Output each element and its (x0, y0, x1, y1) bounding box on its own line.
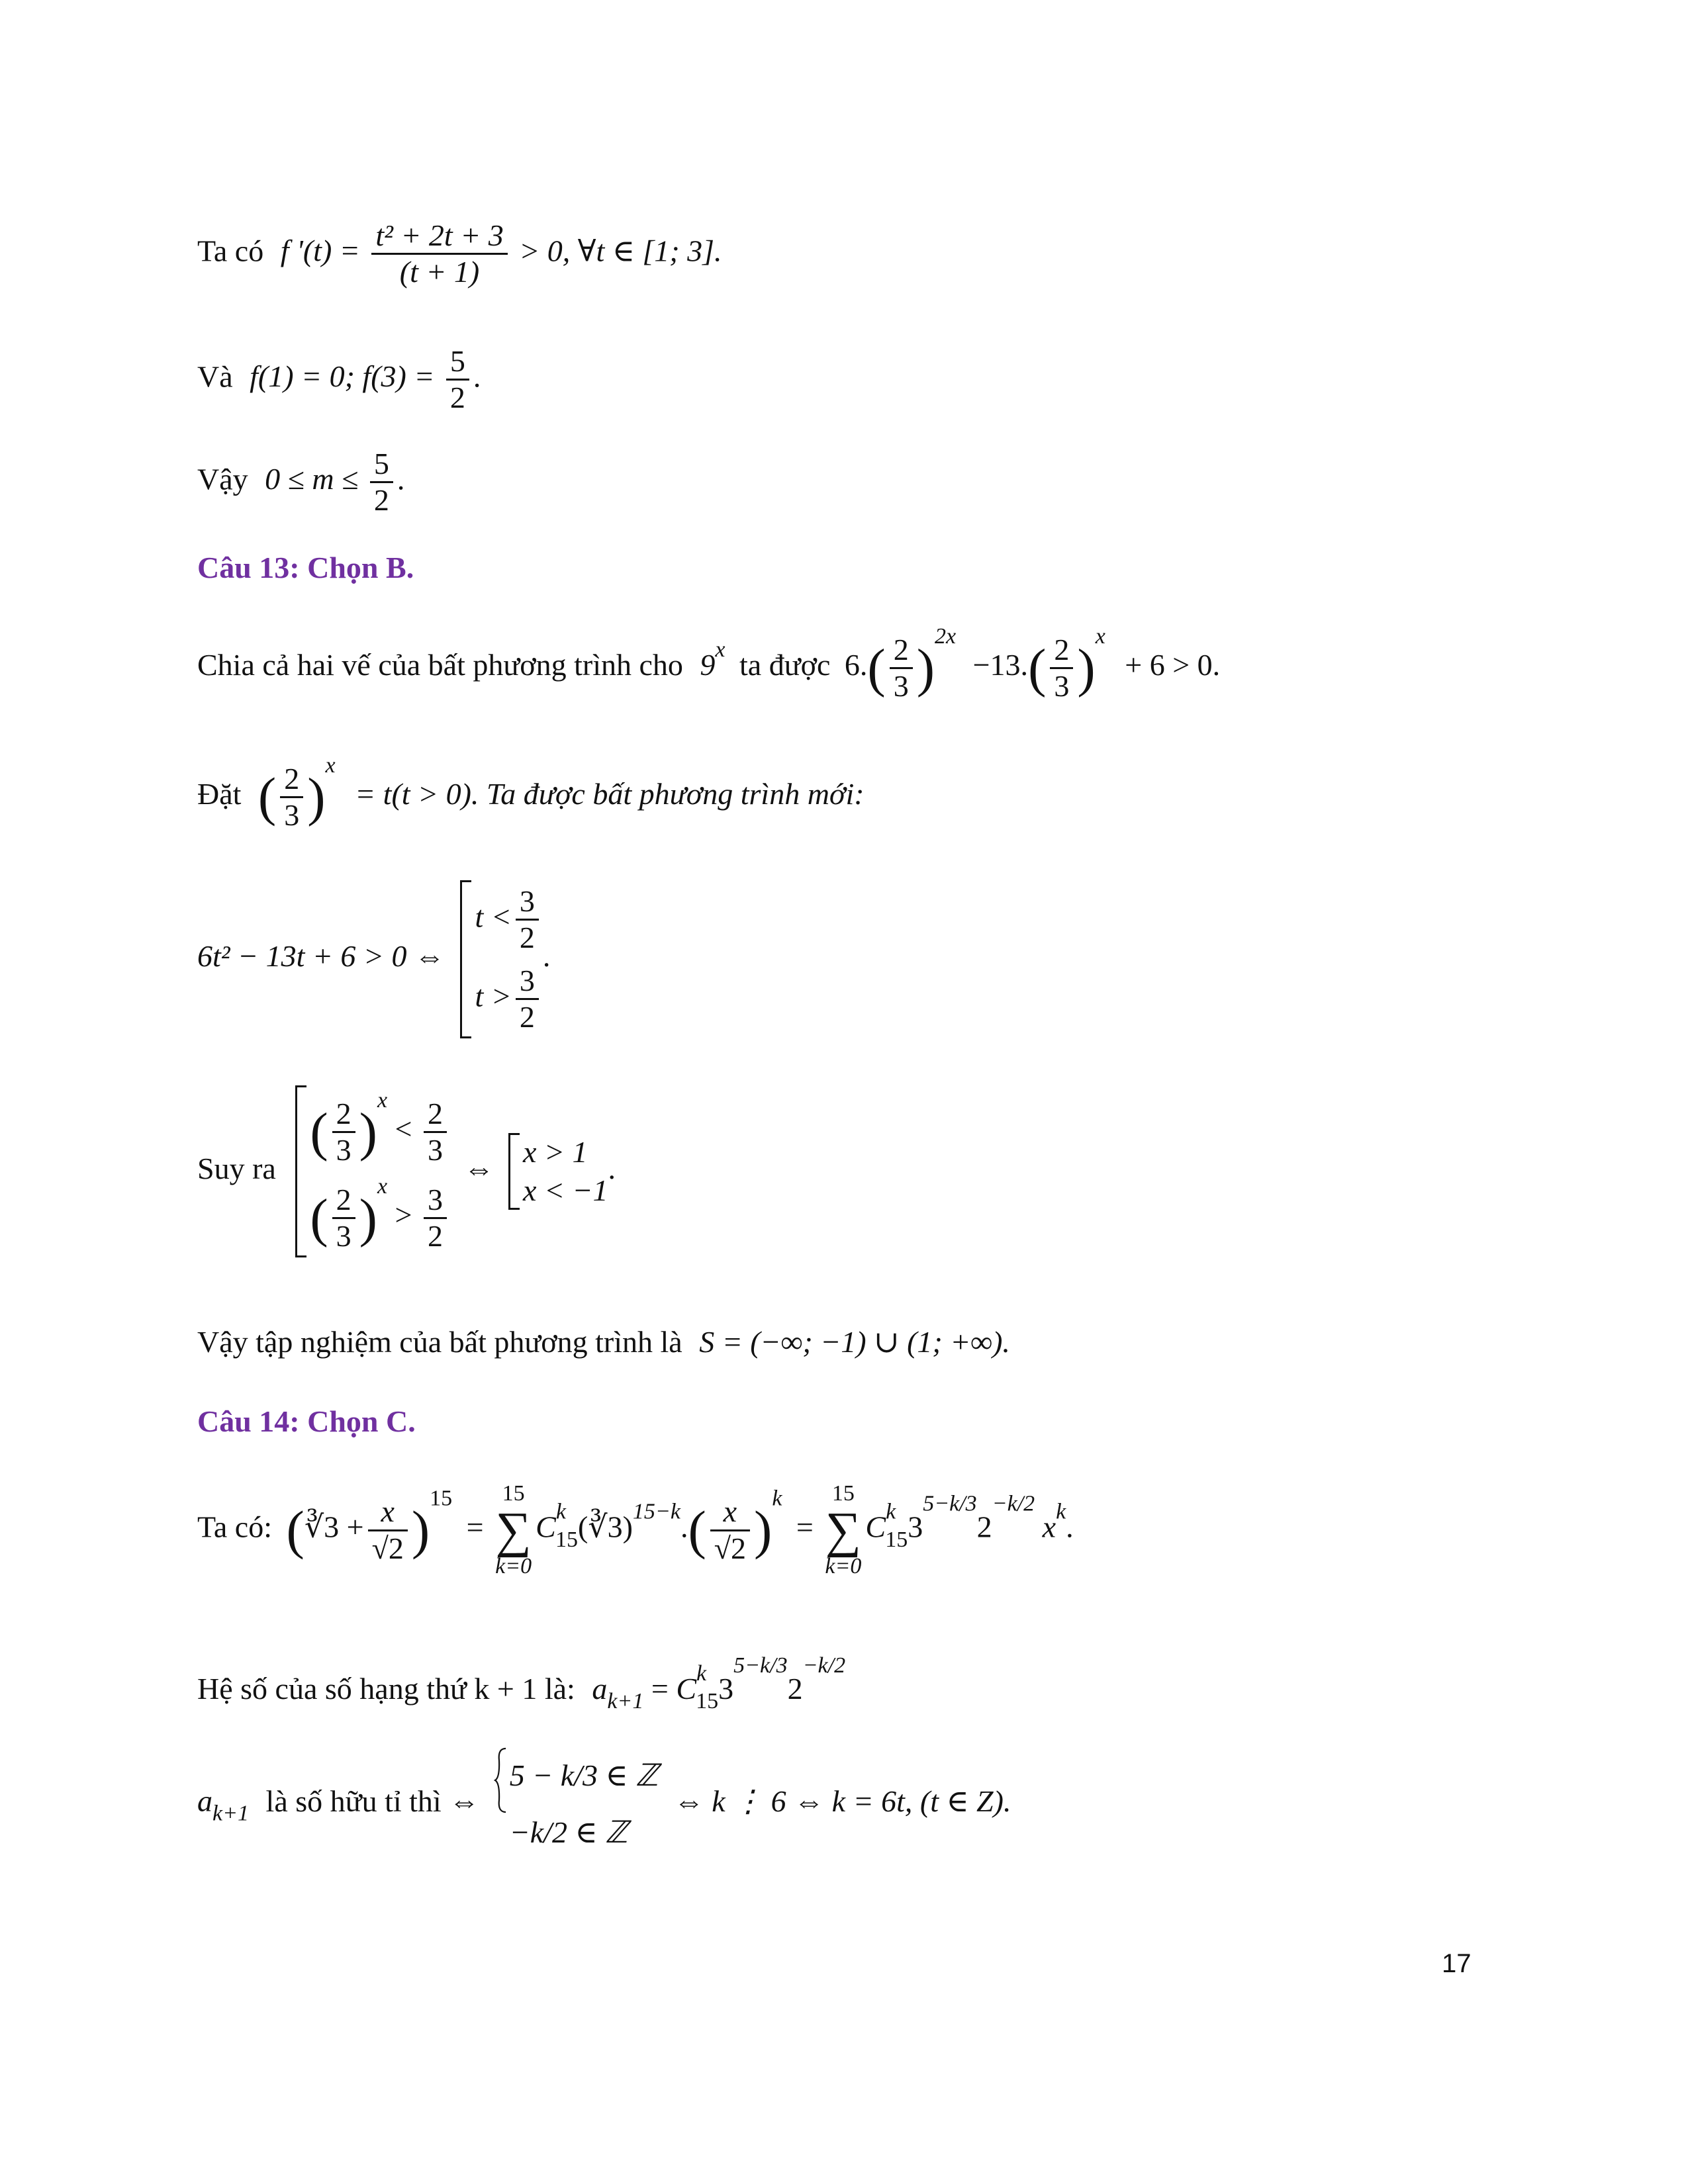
fraction-denominator: 3 (893, 668, 909, 703)
tail: . (608, 1151, 616, 1185)
text: Vậy tập nghiệm của bất phương trình là (197, 1325, 682, 1359)
paren-left: ( (258, 766, 277, 827)
math-rest: > 0, ∀t ∈ [1; 3]. (519, 234, 722, 268)
fraction-denominator: 2 (449, 381, 465, 415)
result-2: x < −1 (523, 1173, 608, 1208)
condition-1: 5 − k/3 ∈ ℤ (509, 1758, 659, 1792)
tail: . (473, 359, 481, 394)
line-conclusion (197, 447, 404, 518)
paren-right: ) (916, 637, 935, 698)
fraction-denominator: (t + 1) (399, 255, 480, 289)
fraction (1050, 633, 1073, 704)
lhs: 6t² − 13t + 6 > 0 ⇔ (197, 939, 445, 974)
math-lhs: f '(t) = (280, 234, 360, 268)
tail: . (542, 939, 551, 974)
summation: 15 ∑ k=0 (495, 1481, 532, 1578)
fraction-denominator: 3 (1054, 668, 1070, 703)
tail: . (397, 462, 405, 496)
exponent: x (325, 753, 336, 778)
case-1: t < $\frac{3}{2}$ (475, 880, 542, 960)
math-expr: f(1) = 0; f(3) = (250, 359, 435, 394)
line-binomial: Ta có: (∛3 + $\frac{x}{√2}$ )$^{15}$ = 15 ∑ k=0 $C^k_{15}(∛3)^{15-k}$.( $\frac{x}{√2}$ )$^k$ = 15 ∑ k=0 $C^k_{15}3^{5-k/3}2^{-k/2}$ $x^k$. (197, 1481, 1074, 1578)
solution-expr: S = (−∞; −1) ∪ (1; +∞). (699, 1325, 1010, 1359)
exponent-2x: 2x (935, 624, 957, 649)
line-derivative (197, 218, 722, 290)
fraction (370, 447, 393, 518)
line-infer (197, 1085, 616, 1257)
fraction (446, 344, 469, 416)
bracket-system (295, 1085, 451, 1257)
text-prefix: Và (197, 359, 233, 394)
tail: + 6 > 0. (1125, 648, 1221, 682)
text-prefix: Đặt (197, 777, 242, 811)
text2: ta được (739, 648, 831, 682)
heading-cau-14: Câu 14: Chọn C. (197, 1404, 416, 1438)
bracket (295, 1085, 306, 1257)
line-coefficient: Hệ số của số hạng thứ k + 1 là: $a_{k+1} = C^k_{15}3^{5-k/3}2^{-k/2}$ (197, 1653, 846, 1713)
fraction-numerator: 2 (1050, 633, 1073, 669)
line-values (197, 344, 481, 416)
rest: = t(t > 0). Ta được bất phương trình mới: (355, 777, 865, 811)
text-prefix: Vậy (197, 462, 248, 496)
text-prefix: Ta có: (197, 1510, 273, 1544)
case-2: t > $\frac{3}{2}$ (475, 960, 542, 1039)
brace-system (495, 1747, 659, 1861)
line-substitution (197, 754, 865, 833)
fraction-numerator: 2 (280, 762, 303, 798)
fraction (371, 218, 507, 290)
heading-cau-13: Câu 13: Chọn B. (197, 551, 414, 584)
text: Hệ số của số hạng thứ k + 1 là: (197, 1672, 575, 1706)
line-rational: $a_{k+1}$ là số hữu tỉ thì ⇔ 5 − k/3 ∈ ℤ −k/2 ∈ ℤ ⇔ k ⋮ 6 ⇔ k = 6t, (t ∈ Z). (197, 1747, 1011, 1861)
mid: −13. (972, 648, 1029, 682)
paren-left: ( (1028, 637, 1047, 698)
fraction-denominator: 3 (284, 797, 300, 832)
left-brace (494, 1747, 507, 1813)
case-2: ( $\frac{2}{3}$ )$^x$ > $\frac{3}{2}$ (310, 1171, 451, 1257)
line-divide (197, 625, 1220, 704)
fraction-numerator: 2 (890, 633, 913, 669)
text-prefix: Suy ra (197, 1151, 276, 1185)
fraction-numerator: t² + 2t + 3 (371, 218, 507, 255)
math-expr: 0 ≤ m ≤ (265, 462, 359, 496)
base: 9 (700, 648, 716, 682)
bracket-system (460, 880, 542, 1038)
text: Chia cả hai vế của bất phương trình cho (197, 648, 683, 682)
text: là số hữu tỉ thì ⇔ (265, 1784, 480, 1818)
iff: ⇔ (463, 1151, 494, 1185)
bracket-result (508, 1133, 608, 1210)
exponent-x: x (1095, 624, 1105, 649)
coef: 6. (844, 648, 868, 682)
page-number: 17 (1442, 1949, 1472, 1978)
line-solution-set (197, 1327, 1010, 1357)
fraction-denominator: 2 (373, 483, 389, 518)
exponent: x (715, 637, 726, 662)
line-quadratic (197, 880, 550, 1038)
fraction (890, 633, 913, 704)
paren-left: ( (867, 637, 886, 698)
result-1: x > 1 (523, 1135, 588, 1169)
paren-right: ) (1077, 637, 1096, 698)
fraction-numerator: 5 (370, 447, 393, 483)
paren-right: ) (307, 766, 326, 827)
rest: ⇔ k ⋮ 6 ⇔ k = 6t, (t ∈ Z). (673, 1784, 1011, 1818)
case-1: ( $\frac{2}{3}$ )$^x$ < $\frac{2}{3}$ (310, 1085, 451, 1171)
condition-2: −k/2 ∈ ℤ (509, 1815, 628, 1849)
fraction (280, 762, 303, 833)
fraction-numerator: 5 (446, 344, 469, 381)
text-prefix: Ta có (197, 234, 264, 268)
bracket (460, 880, 471, 1038)
